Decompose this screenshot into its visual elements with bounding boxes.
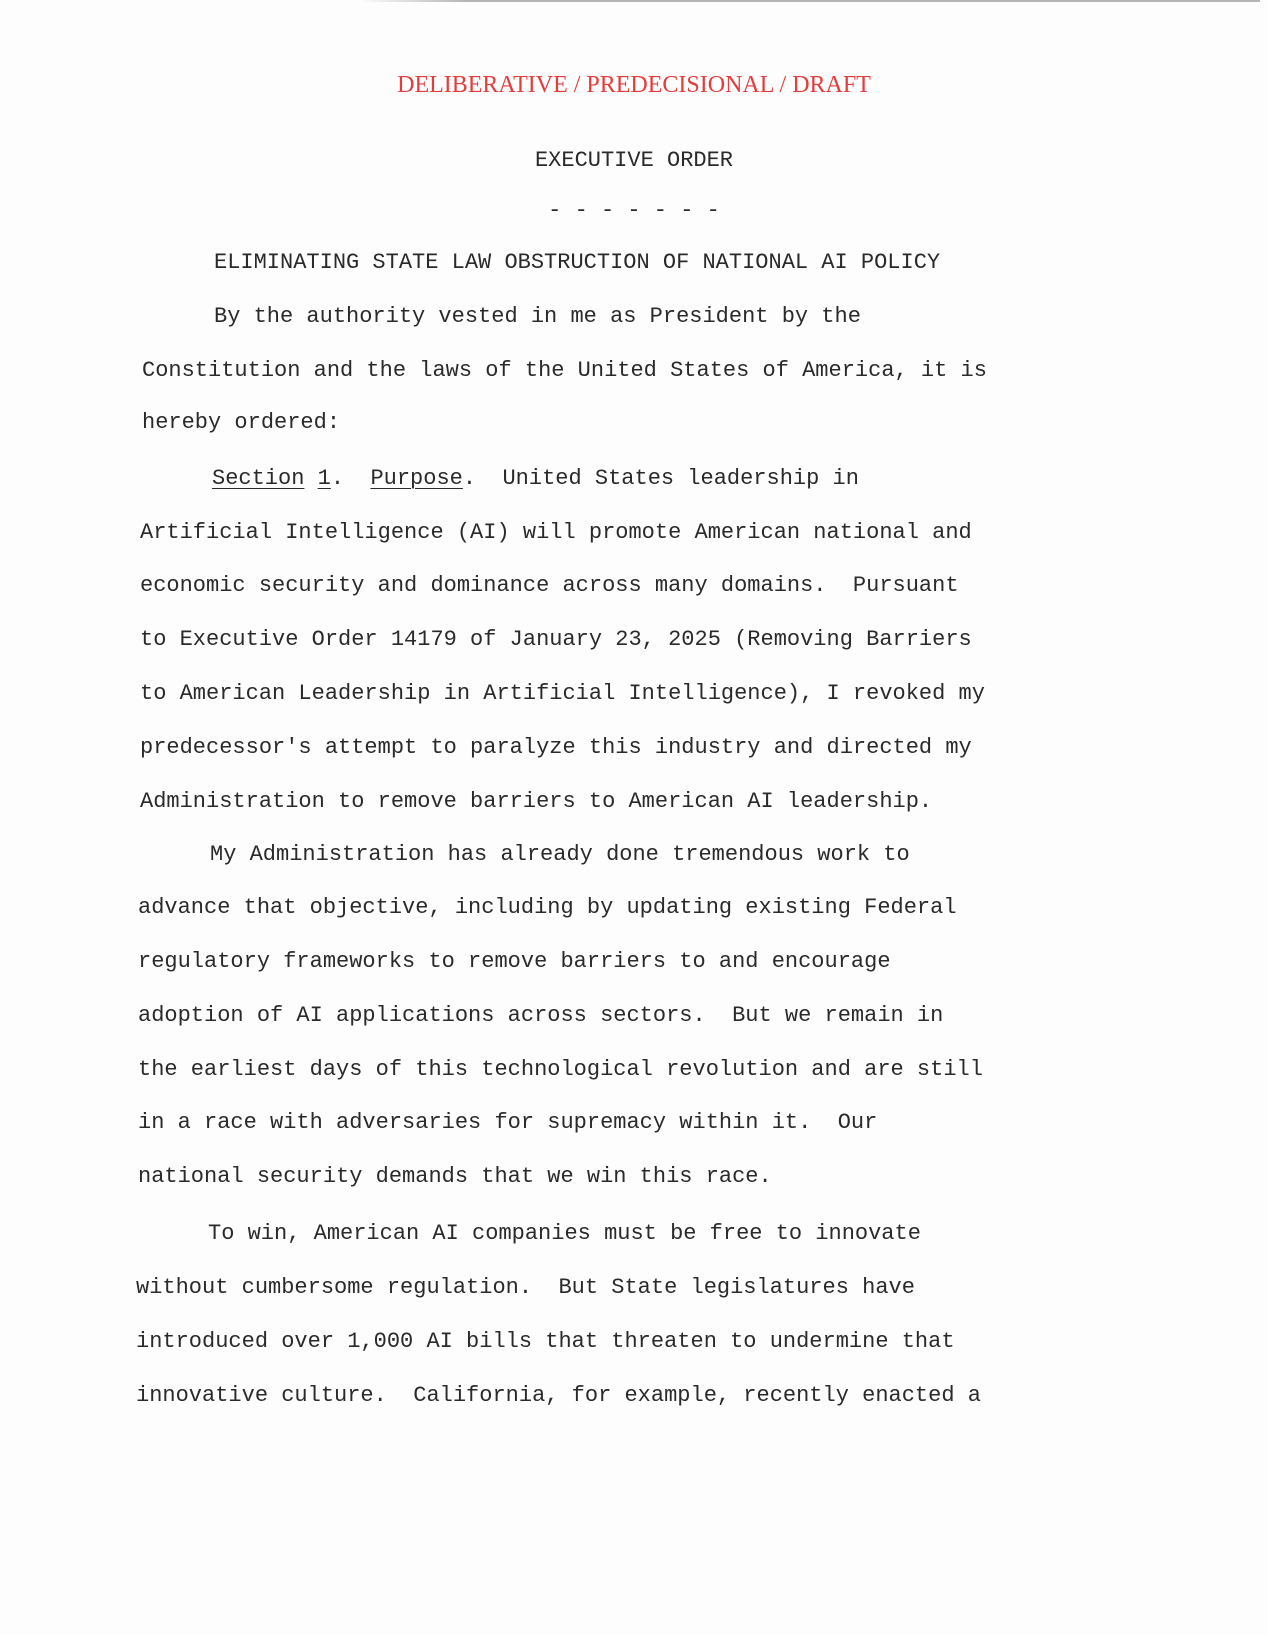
paragraph-2-line: regulatory frameworks to remove barriers to and encourage (138, 949, 891, 974)
section-caption: Purpose (370, 466, 463, 491)
section-1-first-line-text: . United States leadership in (462, 466, 859, 491)
classification-banner: DELIBERATIVE / PREDECISIONAL / DRAFT (397, 72, 871, 98)
paragraph-2-line: My Administration has already done tremendous work to (210, 842, 910, 867)
section-1-line: to American Leadership in Artificial Intelligence), I revoked my (140, 681, 985, 706)
paragraph-3-line: without cumbersome regulation. But State legislatures have (136, 1275, 915, 1300)
section-label: Section (212, 466, 305, 491)
paragraph-2-line: national security demands that we win this race. (138, 1164, 772, 1189)
paragraph-3-line: innovative culture. California, for example, recently enacted a (136, 1383, 981, 1408)
paragraph-2-line: the earliest days of this technological revolution and are still (138, 1057, 983, 1082)
section-period: . (330, 466, 371, 491)
order-title: ELIMINATING STATE LAW OBSTRUCTION OF NATIONAL AI POLICY (214, 250, 941, 275)
heading-separator: - - - - - - - (548, 198, 720, 223)
paragraph-2-line: adoption of AI applications across sectors. But we remain in (138, 1003, 944, 1028)
paragraph-2-line: in a race with adversaries for supremacy within it. Our (138, 1110, 878, 1135)
section-1-line: to Executive Order 14179 of January 23, 2025 (Removing Barriers (140, 627, 972, 652)
preamble-line: Constitution and the laws of the United States of America, it is (142, 358, 987, 383)
paragraph-3-line: introduced over 1,000 AI bills that threaten to undermine that (136, 1329, 955, 1354)
scan-edge-line (360, 0, 1260, 2)
preamble-line: hereby ordered: (142, 410, 341, 435)
document-heading: EXECUTIVE ORDER (534, 148, 734, 173)
section-1-line: Artificial Intelligence (AI) will promote American national and (140, 520, 972, 545)
section-number: 1 (317, 466, 331, 491)
section-1-line: Administration to remove barriers to American AI leadership. (140, 789, 933, 814)
preamble-line: By the authority vested in me as President by the (214, 304, 861, 329)
section-1-line: predecessor's attempt to paralyze this industry and directed my (140, 735, 972, 760)
section-1-heading-line (212, 466, 859, 491)
section-1-line: economic security and dominance across many domains. Pursuant (140, 573, 959, 598)
paragraph-2-line: advance that objective, including by updating existing Federal (138, 895, 957, 920)
paragraph-3-line: To win, American AI companies must be free to innovate (208, 1221, 921, 1246)
